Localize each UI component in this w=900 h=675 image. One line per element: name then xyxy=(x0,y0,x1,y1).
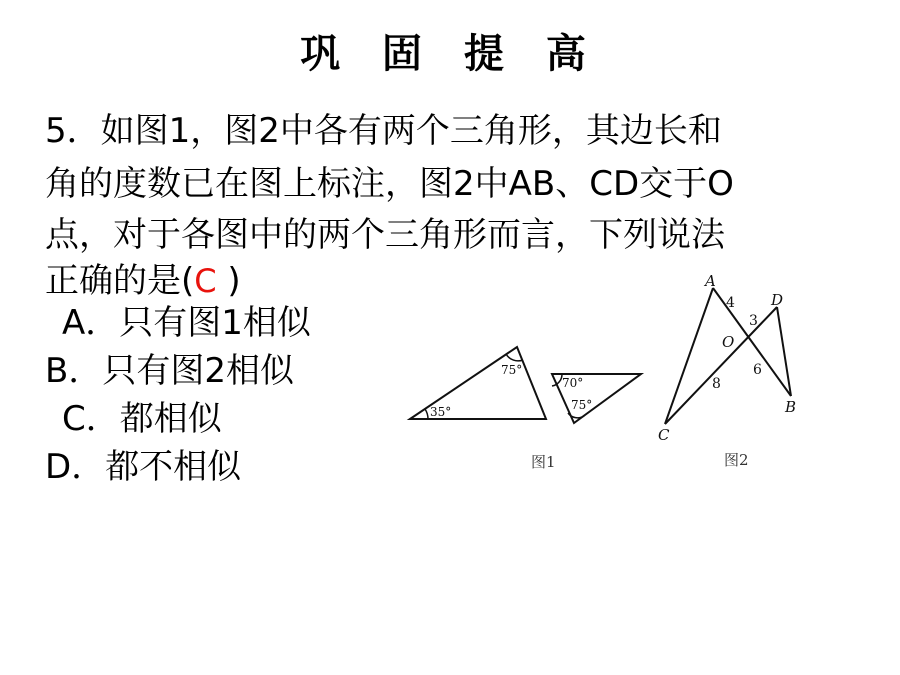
option-c-label: C xyxy=(62,399,86,439)
fig1-angle-label-2: 35° xyxy=(430,405,452,419)
fig2-segment-db xyxy=(777,307,791,396)
option-b: B．只有图2相似 xyxy=(45,351,294,391)
fig1-arc-large-left xyxy=(425,409,428,419)
option-a-label: A xyxy=(62,303,86,343)
fig2-length-oc: 8 xyxy=(712,376,721,392)
fig1-angle-label-3: 70° xyxy=(562,376,584,390)
question-line-3: 点，对于各图中的两个三角形而言，下列说法 xyxy=(45,215,725,255)
page-title: 巩 固 提 高 xyxy=(300,31,600,77)
option-d: D．都不相似 xyxy=(45,447,242,487)
answer-mark: C xyxy=(194,262,217,300)
option-c-text: 都相似 xyxy=(119,399,222,439)
option-a-text: 只有图1相似 xyxy=(119,303,311,343)
close-paren: ) xyxy=(216,261,241,301)
fig2-length-od: 3 xyxy=(749,313,758,329)
question-stem-end: 正确的是( xyxy=(45,261,195,301)
fig1-caption: 图1 xyxy=(531,453,556,471)
question-line-1: 5．如图1，图2中各有两个三角形，其边长和 xyxy=(45,111,722,151)
fig2-segment-ac xyxy=(665,288,713,424)
fig2-point-c: C xyxy=(658,426,670,444)
fig2-point-o: O xyxy=(722,333,735,351)
option-c: C．都相似 xyxy=(62,399,222,439)
fig2-point-d: D xyxy=(771,291,784,309)
option-d-text: 都不相似 xyxy=(105,447,242,487)
fig2-point-a: A xyxy=(705,272,716,290)
fig2-caption: 图2 xyxy=(724,451,749,469)
fig2-point-b: B xyxy=(785,398,797,416)
option-d-label: D xyxy=(45,447,72,487)
option-b-text: 只有图2相似 xyxy=(102,351,294,391)
fig1-angle-label-4: 75° xyxy=(571,398,593,412)
fig2-length-ob: 6 xyxy=(753,362,762,378)
fig1-angle-label-1: 75° xyxy=(501,363,523,377)
question-line-2: 角的度数已在图上标注，图2中AB、CD交于O xyxy=(45,164,734,204)
fig2-length-ao: 4 xyxy=(726,295,735,311)
option-a: A．只有图1相似 xyxy=(62,303,311,343)
option-b-label: B xyxy=(45,351,69,391)
